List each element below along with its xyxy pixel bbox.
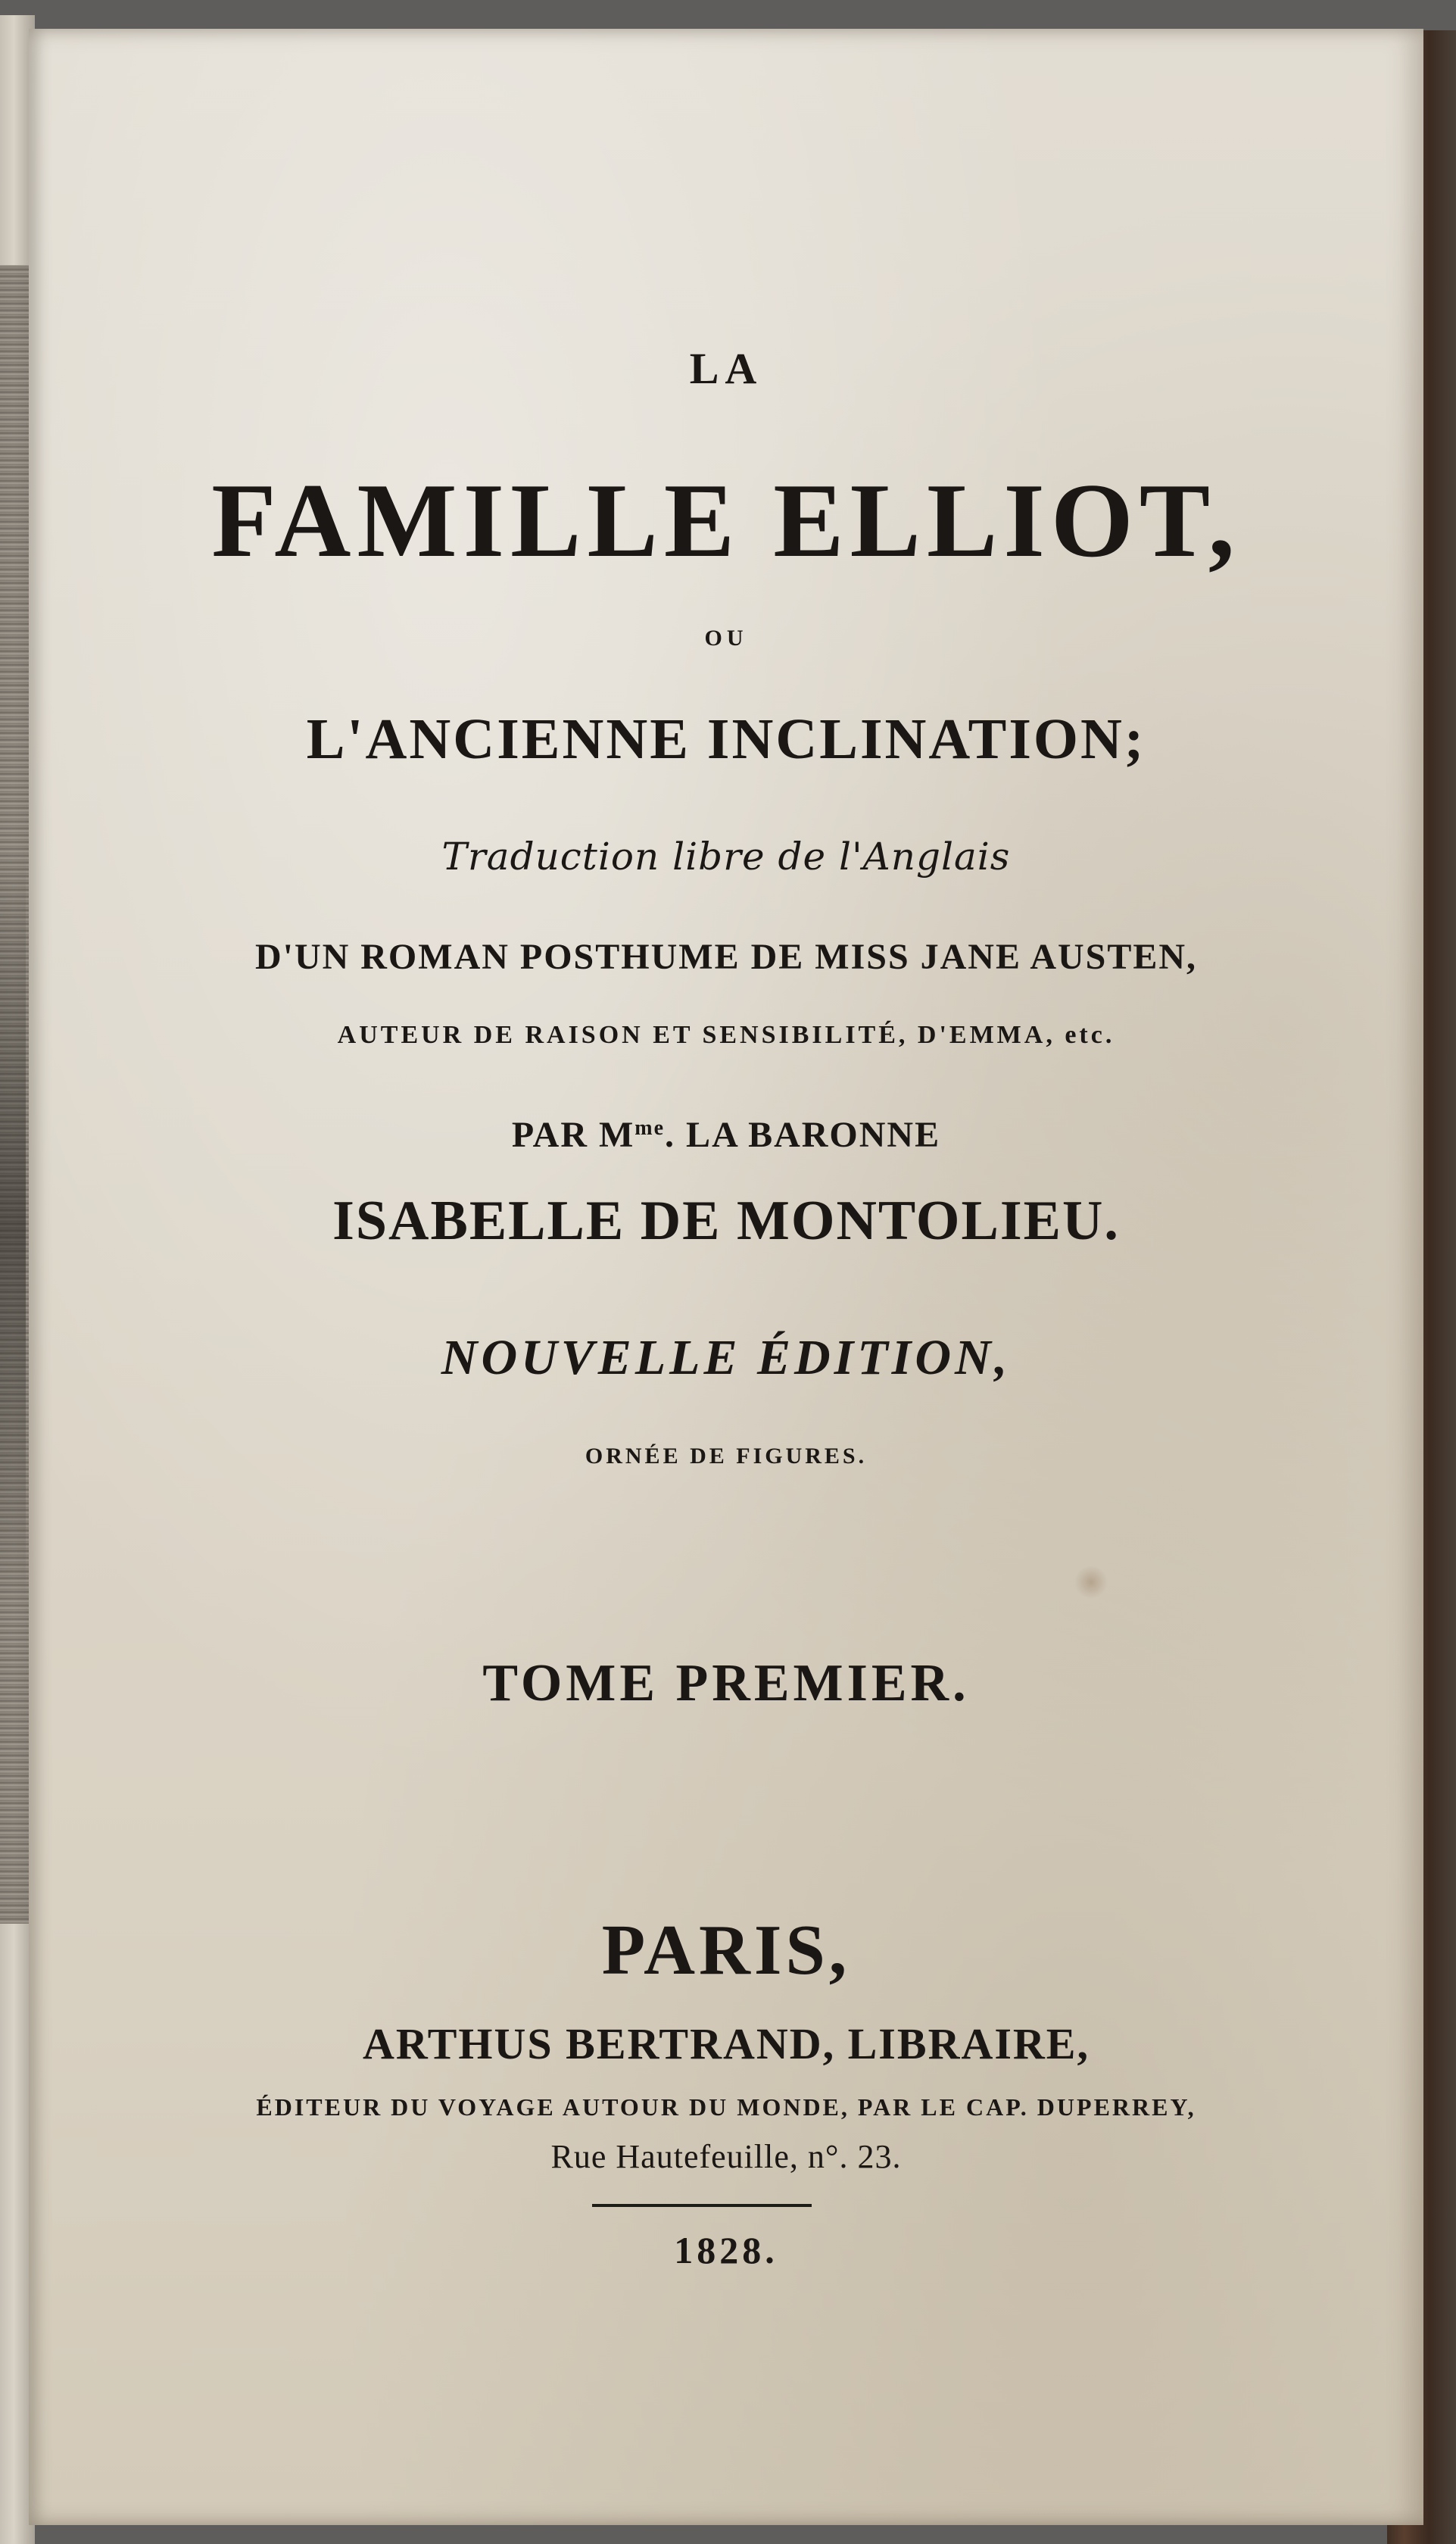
edition-note: NOUVELLE ÉDITION, <box>441 1330 1012 1385</box>
publication-year: 1828. <box>674 2229 778 2271</box>
translation-note: Traduction libre de l'Anglais <box>441 835 1011 879</box>
divider-rule <box>592 2204 812 2207</box>
publisher-description: ÉDITEUR DU VOYAGE AUTOUR DU MONDE, PAR LE CAP. DUPERREY, <box>256 2093 1196 2121</box>
original-author-line: D'UN ROMAN POSTHUME DE MISS JANE AUSTEN, <box>254 937 1198 977</box>
publisher-address: Rue Hautefeuille, n°. 23. <box>550 2138 902 2175</box>
translator-intro <box>29 1117 1423 1153</box>
publication-city: PARIS, <box>601 1911 851 1990</box>
illustration-note: ORNÉE DE FIGURES. <box>585 1444 868 1469</box>
translator-intro-superscript: me <box>634 1116 666 1140</box>
book-title: FAMILLE ELLIOT, <box>211 462 1241 579</box>
translator-intro-end: . LA BARONNE <box>665 1115 941 1155</box>
engraving-shadow <box>0 848 26 1606</box>
book-subtitle: L'ANCIENNE INCLINATION; <box>306 707 1146 771</box>
title-conjunction: OU <box>704 626 748 651</box>
title-article: LA <box>689 344 763 393</box>
translator-name: ISABELLE DE MONTOLIEU. <box>332 1190 1120 1252</box>
publisher-name: ARTHUS BERTRAND, LIBRAIRE, <box>363 2019 1090 2068</box>
volume-label: TOME PREMIER. <box>482 1654 970 1712</box>
foxing-stain <box>1074 1566 1108 1598</box>
translator-intro-start: PAR M <box>511 1115 635 1155</box>
author-works-line: AUTEUR DE RAISON ET SENSIBILITÉ, D'EMMA, etc. <box>337 1021 1115 1049</box>
title-page <box>29 29 1423 2525</box>
